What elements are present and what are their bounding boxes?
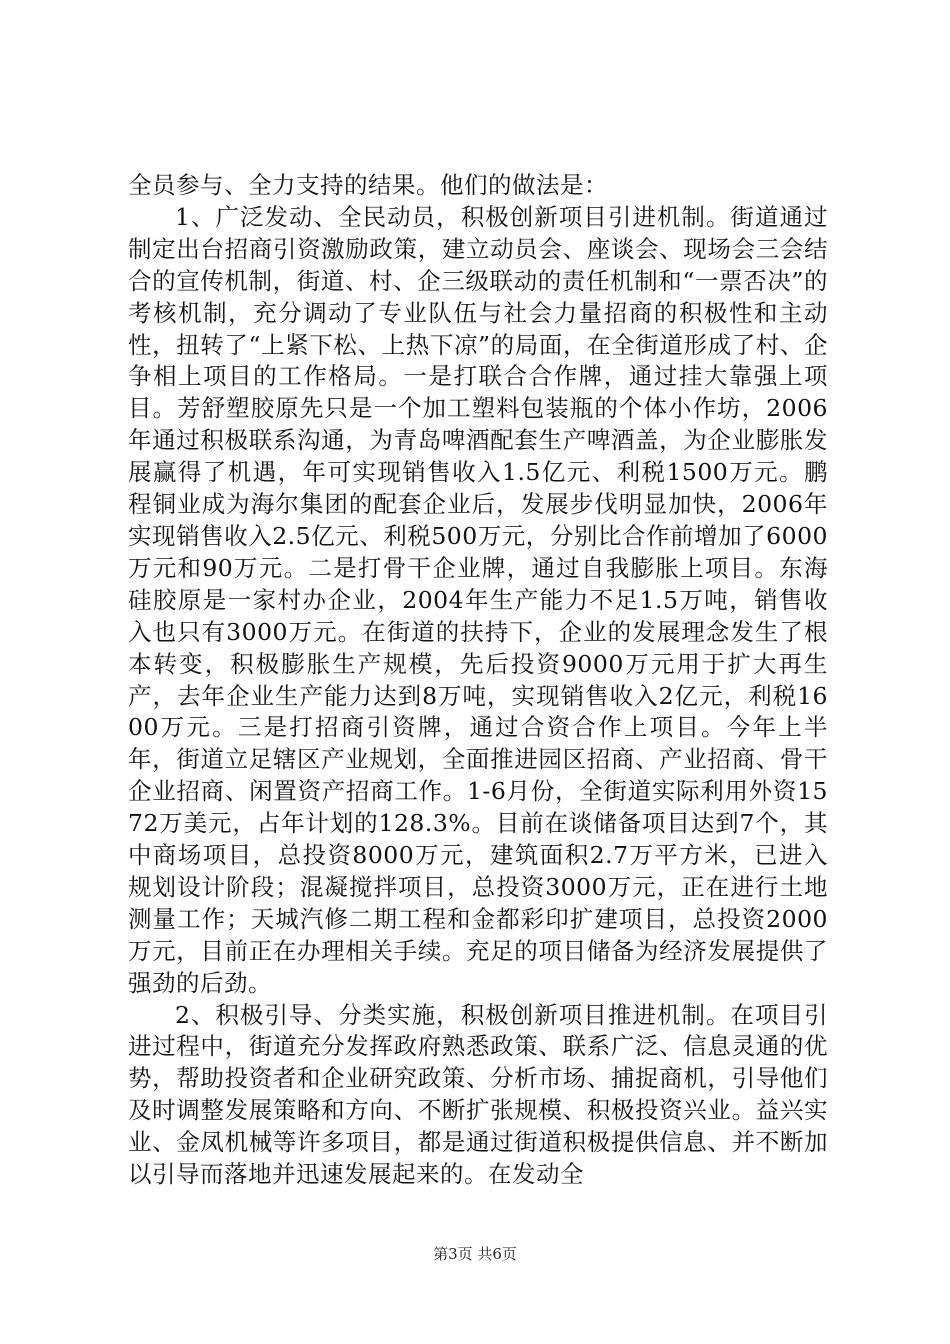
page-footer <box>0 1244 950 1264</box>
paragraph-item-2: 2、积极引导、分类实施，积极创新项目推进机制。在项目引进过程中，街道充分发挥政府熟悉政策、联系广泛、信息灵通的优势，帮助投资者和企业研究政策、分析市场、捕捉商机，引导他们及时调整发展策略和方向、不断扩张规模、积极投资兴业。益兴实业、金凤机械等许多项目，都是通过街道积极提供信息、并不断加以引导而落地并迅速发展起来的。在发动全 <box>128 1000 828 1189</box>
page-number: 第3页 共6页 <box>433 1245 517 1263</box>
paragraph-continuation: 全员参与、全力支持的结果。他们的做法是： <box>128 171 608 199</box>
document-body <box>128 170 828 1191</box>
paragraph-item-1: 1、广泛发动、全民动员，积极创新项目引进机制。街道通过制定出台招商引资激励政策，建立动员会、座谈会、现场会三会结合的宣传机制，街道、村、企三级联动的责任机制和“一票否决”的考核机制，充分调动了专业队伍与社会力量招商的积极性和主动性，扭转了“上紧下松、上热下凉”的局面，在全街道形成了村、企争相上项目的工作格局。一是打联合合作牌，通过挂大靠强上项目。芳舒塑胶原先只是一个加工塑料包装瓶的个体小作坊，2006年通过积极联系沟通，为青岛啤酒配套生产啤酒盖，为企业膨胀发展赢得了机遇，年可实现销售收入1.5亿元、利税1500万元。鹏程铜业成为海尔集团的配套企业后，发展步伐明显加快，2006年实现销售收入2.5亿元、利税500万元，分别比合作前增加了6000万元和90万元。二是打骨干企业牌，通过自我膨胀上项目。东海硅胶原是一家村办企业，2004年生产能力不足1.5万吨，销售收入也只有3000万元。在街道的扶持下，企业的发展理念发生了根本转变，积极膨胀生产规模，先后投资9000万元用于扩大再生产，去年企业生产能力达到8万吨，实现销售收入2亿元，利税1600万元。三是打招商引资牌，通过合资合作上项目。今年上半年，街道立足辖区产业规划，全面推进园区招商、产业招商、骨干企业招商、闲置资产招商工作。1-6月份，全街道实际利用外资1572万美元，占年计划的128.3%。目前在谈储备项目达到7个，其中商场项目，总投资8000万元，建筑面积2.7万平方米，已进入规划设计阶段；混凝搅拌项目，总投资3000万元，正在进行土地测量工作；天城汽修二期工程和金都彩印扩建项目，总投资2000万元，目前正在办理相关手续。充足的项目储备为经济发展提供了强劲的后劲。 <box>128 202 828 997</box>
